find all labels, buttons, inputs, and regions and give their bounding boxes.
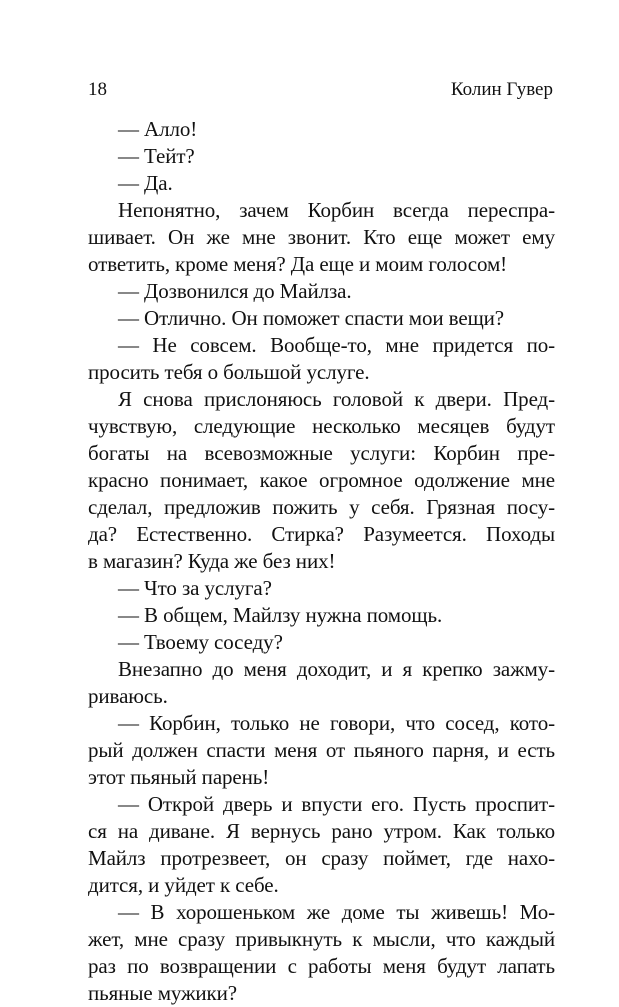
text-line: красно понимает, какое огромное одолжение мне (88, 468, 555, 492)
text-line: сделал, предложив пожить у себя. Грязная посу- (88, 495, 555, 519)
text-line: — Корбин, только не говори, что сосед, кото- (118, 711, 555, 735)
text-line: ответить, кроме меня? Да еще и моим голосом! (88, 252, 508, 276)
text-line: — Открой дверь и впусти его. Пусть проспит- (118, 792, 555, 816)
page-number: 18 (88, 79, 107, 100)
text-line: — Алло! (118, 117, 198, 141)
text-line: риваюсь. (88, 684, 168, 708)
body-text (88, 116, 555, 1007)
page-header (88, 78, 553, 102)
text-line: богаты на всевозможные услуги: Корбин пре- (88, 441, 555, 465)
text-line: ся на диване. Я вернусь рано утром. Как только (88, 819, 555, 843)
text-line: просить тебя о большой услуге. (88, 360, 370, 384)
text-line: в магазин? Куда же без них! (88, 549, 336, 573)
text-line: чувствую, следующие несколько месяцев будут (88, 414, 555, 438)
text-line: — Тейт? (118, 144, 195, 168)
text-line: — Отлично. Он поможет спасти мои вещи? (118, 306, 505, 330)
text-line: рый должен спасти меня от пьяного парня, и есть (88, 738, 555, 762)
text-line: — Да. (118, 171, 173, 195)
text-line: Я снова прислоняюсь головой к двери. Пред- (118, 387, 555, 411)
text-line: пьяные мужики? (88, 981, 238, 1005)
text-line: Непонятно, зачем Корбин всегда переспра- (118, 198, 555, 222)
text-line: Внезапно до меня доходит, и я крепко зажму- (118, 657, 555, 681)
text-line: — В общем, Майлзу нужна помощь. (118, 603, 443, 627)
text-line: — Не совсем. Вообще-то, мне придется по- (118, 333, 555, 357)
text-line: этот пьяный парень! (88, 765, 270, 789)
text-line: раз по возвращении с работы меня будут лапать (88, 954, 555, 978)
running-title: Колин Гувер (450, 79, 553, 100)
text-line: — Твоему соседу? (118, 630, 283, 654)
text-line: да? Естественно. Стирка? Разумеется. Походы (88, 522, 555, 546)
text-line: дится, и уйдет к себе. (88, 873, 279, 897)
text-line: — Что за услуга? (118, 576, 272, 600)
text-line: Майлз протрезвеет, он сразу поймет, где нахо- (88, 846, 555, 870)
text-line: жет, мне сразу привыкнуть к мысли, что каждый (88, 927, 555, 951)
text-line: — В хорошеньком же доме ты живешь! Мо- (118, 900, 555, 924)
text-line: шивает. Он же мне звонит. Кто еще может ему (88, 225, 555, 249)
text-line: — Дозвонился до Майлза. (118, 279, 352, 303)
